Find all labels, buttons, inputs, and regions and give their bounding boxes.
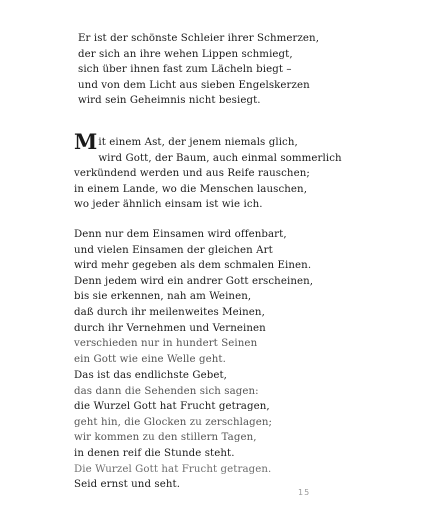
poem-line: sich über ihnen fast zum Lächeln biegt – — [78, 64, 292, 76]
poem-line: wird sein Geheimnis nicht besiegt. — [78, 95, 261, 107]
poem-line: verschieden nur in hundert Seinen — [74, 338, 258, 350]
poem-line: die Wurzel Gott hat Frucht getragen, — [74, 401, 270, 413]
poem-line: und vielen Einsamen der gleichen Art — [74, 244, 273, 256]
poem-line: Denn jedem wird ein andrer Gott erscheinen, — [74, 275, 314, 287]
poem-line: Die Wurzel Gott hat Frucht getragen. — [74, 463, 272, 475]
poem-line: in denen reif die Stunde steht. — [74, 447, 235, 459]
poem-line-with-drop-cap — [74, 129, 339, 154]
poem-line: verkündend werden und aus Reife rauschen; — [74, 168, 310, 180]
drop-cap: M — [74, 129, 98, 154]
stanza-2 — [74, 129, 342, 213]
page-number: 15 — [298, 488, 311, 497]
poem-line: daß durch ihr meilenweites Meinen, — [74, 306, 265, 318]
poem-line: wird Gott, der Baum, auch einmal sommerlich — [98, 152, 342, 164]
poem-line: Seid ernst und seht. — [74, 479, 181, 491]
poem-line: it einem Ast, der jenem niemals glich, — [98, 137, 298, 148]
poem-line: ein Gott wie eine Welle geht. — [74, 353, 226, 365]
stanza-1 — [78, 31, 319, 109]
poem-line: Das ist das endlichste Gebet, — [74, 370, 228, 381]
poem-line: wir kommen zu den stillern Tagen, — [74, 432, 257, 444]
poem-line: in einem Lande, wo die Menschen lauschen, — [74, 183, 308, 195]
poem-line: der sich an ihre wehen Lippen schmiegt, — [78, 48, 293, 60]
stanza-4 — [74, 368, 272, 493]
poem-line: und von dem Licht aus sieben Engelskerzen — [78, 79, 310, 91]
poem-line: durch ihr Vernehmen und Verneinen — [74, 322, 266, 334]
poem-line: wird mehr gegeben als dem schmalen Einen. — [74, 260, 312, 272]
poem-line: Er ist der schönste Schleier ihrer Schmerzen, — [78, 33, 320, 44]
poem-line: wo jeder ähnlich einsam ist wie ich. — [74, 199, 263, 211]
poem-line: Denn nur dem Einsamen wird offenbart, — [74, 229, 287, 240]
stanza-3 — [74, 227, 313, 367]
poem-line: bis sie erkennen, nah am Weinen, — [74, 291, 252, 303]
poem-line: das dann die Sehenden sich sagen: — [74, 385, 259, 397]
poem-line: geht hin, die Glocken zu zerschlagen; — [74, 416, 273, 428]
